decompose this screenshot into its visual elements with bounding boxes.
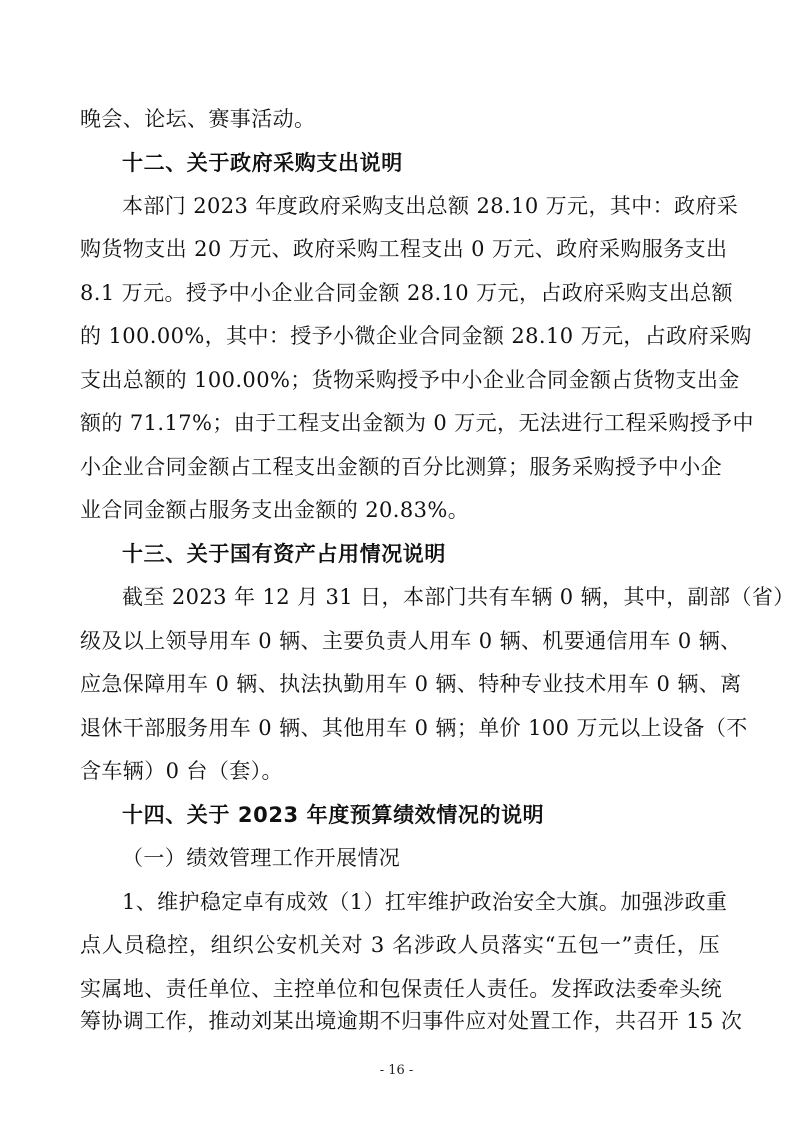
paragraph-line: 点人员稳控，组织公安机关对 3 名涉政人员落实“五包一”责任，压 bbox=[80, 933, 720, 957]
section-heading-14: 十四、关于 2023 年度预算绩效情况的说明 bbox=[122, 803, 545, 827]
paragraph-line: 的 100.00%，其中：授予小微企业合同金额 28.10 万元，占政府采购 bbox=[80, 324, 752, 348]
section-heading-13: 十三、关于国有资产占用情况说明 bbox=[122, 542, 446, 566]
page-number: - 16 - bbox=[379, 1063, 414, 1078]
paragraph-line: 8.1 万元。授予中小企业合同金额 28.10 万元，占政府采购支出总额 bbox=[80, 281, 733, 305]
paragraph-line: 本部门 2023 年度政府采购支出总额 28.10 万元，其中：政府采 bbox=[122, 194, 739, 218]
paragraph-line: 级及以上领导用车 0 辆、主要负责人用车 0 辆、机要通信用车 0 辆、 bbox=[80, 629, 742, 653]
paragraph-line: 额的 71.17%；由于工程支出金额为 0 万元，无法进行工程采购授予中 bbox=[80, 411, 754, 435]
paragraph-line: 支出总额的 100.00%；货物采购授予中小企业合同金额占货物支出金 bbox=[80, 368, 740, 392]
paragraph-line: 购货物支出 20 万元、政府采购工程支出 0 万元、政府采购服务支出 bbox=[80, 237, 728, 261]
paragraph-line: 含车辆）0 台（套）。 bbox=[80, 759, 283, 783]
paragraph-line: 截至 2023 年 12 月 31 日，本部门共有车辆 0 辆，其中，副部（省） bbox=[122, 585, 795, 609]
paragraph-line: 筹协调工作，推动刘某出境逾期不归事件应对处置工作，共召开 15 次 bbox=[80, 1009, 743, 1033]
paragraph-line: 实属地、责任单位、主控单位和包保责任人责任。发挥政法委牵头统 bbox=[80, 977, 722, 1001]
paragraph-line: 应急保障用车 0 辆、执法执勤用车 0 辆、特种专业技术用车 0 辆、离 bbox=[80, 672, 742, 696]
paragraph-line: 晚会、论坛、赛事活动。 bbox=[80, 107, 316, 131]
paragraph-line: 业合同金额占服务支出金额的 20.83%。 bbox=[80, 498, 470, 522]
paragraph-line: 小企业合同金额占工程支出金额的百分比测算；服务采购授予中小企 bbox=[80, 455, 722, 479]
section-heading-12: 十二、关于政府采购支出说明 bbox=[122, 151, 403, 175]
paragraph-line: 1、维护稳定卓有成效（1）扛牢维护政治安全大旗。加强涉政重 bbox=[122, 890, 728, 914]
subsection-heading: （一）绩效管理工作开展情况 bbox=[122, 846, 401, 870]
paragraph-line: 退休干部服务用车 0 辆、其他用车 0 辆；单价 100 万元以上设备（不 bbox=[80, 716, 748, 740]
